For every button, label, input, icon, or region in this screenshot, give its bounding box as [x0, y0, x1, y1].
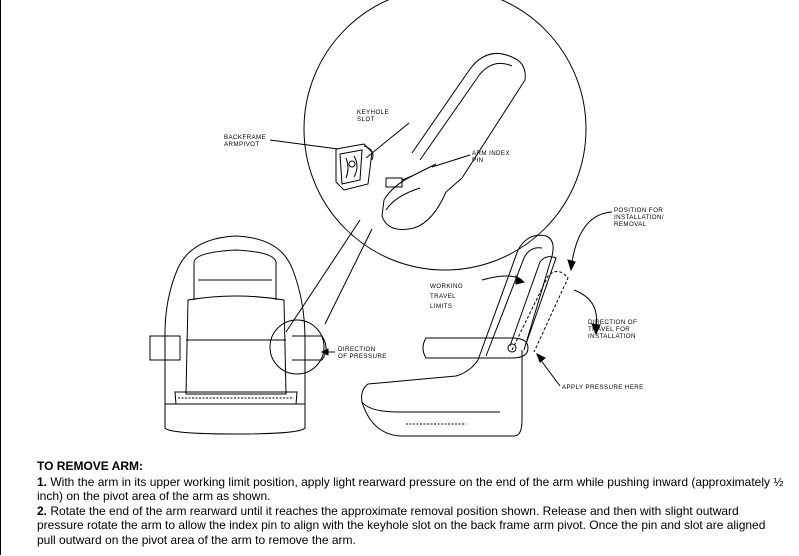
step-1-text: With the arm in its upper working limit position, apply light rearward pressure on the end of the arm while pushing inward (approximately ½ inch) on the pivot area of the arm as shown.: [37, 474, 784, 504]
label-working-line2: TRAVEL: [430, 293, 457, 300]
side-view-seat: [362, 235, 554, 436]
label-direction-travel-line2: TRAVEL FOR: [588, 326, 631, 333]
instructions-heading: TO REMOVE ARM:: [37, 459, 144, 473]
position-install-leader: [572, 212, 612, 262]
label-position-line3: REMOVAL: [614, 221, 647, 228]
label-working-line3: LIMITS: [430, 303, 453, 310]
step-2-number: 2.: [37, 503, 48, 518]
removal-instructions: [37, 459, 787, 548]
pivot-callout-circle: [270, 320, 324, 374]
side-arm-upper: [510, 257, 556, 346]
label-armindex-line2: PIN: [472, 157, 484, 164]
label-backframe-line2: ARMPIVOT: [224, 141, 260, 148]
detail-arm: [382, 53, 525, 229]
label-direction-pressure-line2: OF PRESSURE: [338, 353, 387, 360]
label-backframe-line1: BACKFRAME: [224, 134, 267, 141]
label-working-line1: WORKING: [430, 283, 464, 290]
step-1-number: 1.: [37, 474, 48, 489]
label-direction-pressure-line1: DIRECTION: [338, 346, 376, 353]
label-apply-pressure: APPLY PRESSURE HERE: [562, 384, 644, 391]
label-armindex-line1: ARM INDEX: [472, 150, 510, 157]
front-view-seat: [150, 236, 326, 434]
step-2-text: Rotate the end of the arm rearward until it reaches the approximate removal position shown. Release and then with slight outward pressure rotate the arm to allow the index pin to align with the keyhole slot on the back frame arm pivot. Once the pin and slot are aligned pull outward on the pivot area of the arm to remove the arm.: [37, 503, 766, 547]
label-direction-travel-line3: INSTALLATION: [588, 333, 636, 340]
instruction-step-2: [37, 504, 787, 548]
detail-pivot-bracket: [336, 144, 373, 190]
side-arm-removal: [512, 271, 568, 352]
label-position-line1: POSITION FOR: [614, 207, 664, 214]
instruction-step-1: [37, 475, 787, 504]
label-keyhole-line1: KEYHOLE: [357, 109, 390, 116]
label-direction-travel-line1: DIRECTION OF: [588, 319, 638, 326]
label-keyhole-line2: SLOT: [357, 116, 375, 123]
label-position-line2: INSTALLATION/: [614, 214, 665, 221]
